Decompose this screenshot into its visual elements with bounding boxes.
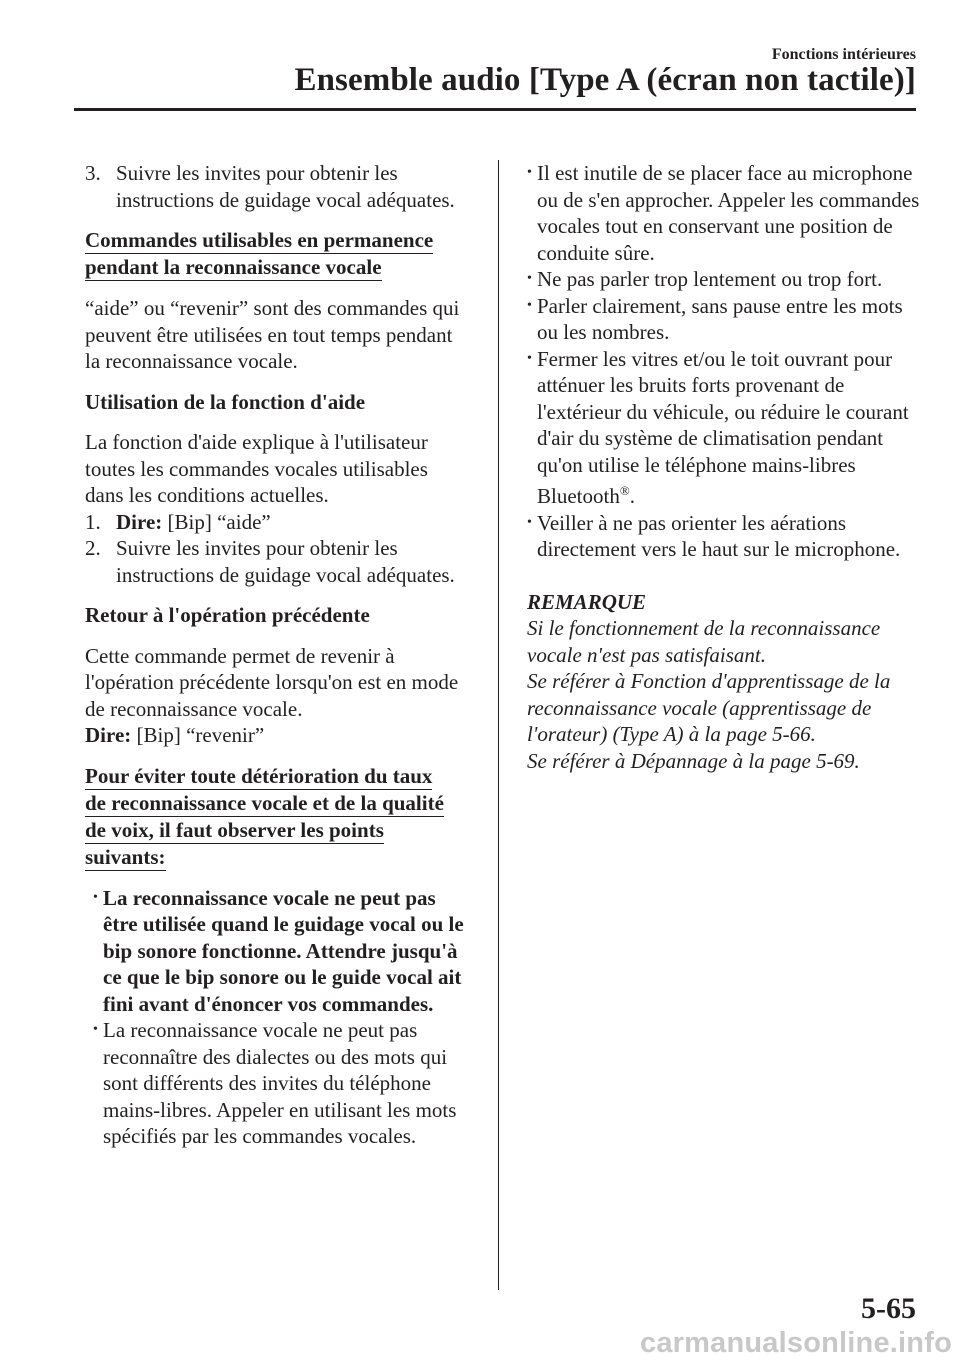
section-name: Fonctions intérieures (771, 46, 916, 63)
paragraph-help: La fonction d'aide explique à l'utilisateur toutes les commandes vocales utilisables dans les conditions actuelles. (85, 430, 428, 507)
step-text (116, 509, 470, 536)
bullet-text: Il est inutile de se placer face au microphone ou de s'en approcher. Appeler les commandes vocales tout en conservant une position de conduite sûre. (537, 161, 920, 265)
heading-avoid-deterioration (85, 763, 470, 871)
heading-line: pendant la reconnaissance vocale (85, 255, 382, 279)
list-item (527, 266, 922, 293)
note-text: Si le fonctionnement de la reconnaissance vocale n'est pas satisfaisant. (527, 616, 881, 667)
right-column (527, 160, 922, 774)
step-number: 1. (85, 509, 101, 534)
heading-line: Pour éviter toute détérioration du taux (85, 763, 433, 788)
say-label: Dire: (85, 723, 132, 747)
bullet-icon: • (93, 1022, 98, 1037)
subheading-return: Retour à l'opération précédente (85, 603, 370, 627)
say-command: [Bip] “aide” (162, 509, 271, 534)
note-box (527, 589, 922, 775)
bullet-icon: • (527, 514, 532, 530)
heading-line: de voix, il faut observer les points (85, 817, 384, 842)
heading-line: Commandes utilisables en permanence (85, 228, 434, 252)
list-item (93, 885, 470, 1018)
say-label: Dire: (116, 509, 163, 534)
left-column (85, 160, 470, 1150)
bullet-text: Ne pas parler trop lentement ou trop fort. (537, 267, 883, 291)
page-number: 5-65 (861, 1292, 916, 1325)
bullet-icon: • (527, 271, 532, 286)
page-title: Ensemble audio [Type A (écran non tactile)] (294, 62, 916, 98)
bullet-icon: • (527, 165, 532, 180)
bullet-icon: • (527, 297, 532, 313)
bullet-text: Parler clairement, sans pause entre les mots ou les nombres. (537, 293, 903, 344)
bullet-body: Fermer les vitres et/ou le toit ouvrant pour atténuer les bruits forts provenant de l'extérieur du véhicule, ou réduire le courant d'air du système de climatisation pendant qu'on utilise le téléphone mains-libres Bluetooth (537, 346, 909, 508)
step-2 (85, 535, 470, 588)
paragraph-commands: “aide” ou “revenir” sont des commandes qui peuvent être utilisées en tout temps pendant la reconnaissance vocale. (85, 296, 460, 373)
header-rule (74, 108, 916, 111)
list-item (527, 293, 922, 346)
bullet-icon: • (527, 350, 532, 366)
heading-line: suivants: (85, 844, 166, 869)
say-return (85, 722, 470, 749)
heading-line: de reconnaissance vocale et de la qualité (85, 790, 444, 815)
list-item (527, 510, 922, 563)
subheading-help: Utilisation de la fonction d'aide (85, 389, 366, 414)
list-item (527, 160, 922, 266)
note-text: Se référer à Dépannage à la page 5-69. (527, 748, 860, 773)
bullet-icon: • (93, 889, 98, 905)
step-number: 3. (85, 161, 101, 185)
paragraph-return: Cette commande permet de revenir à l'opération précédente lorsqu'on est en mode de reconnaissance vocale. (85, 643, 459, 721)
bullet-text: La reconnaissance vocale ne peut pas reconnaître des dialectes ou des mots qui sont différents des invites du téléphone mains-libres. Appeler en utilisant les mots spécifiés par les commandes vocales. (103, 1018, 457, 1148)
registered-mark: ® (619, 483, 630, 498)
note-title: REMARQUE (527, 589, 647, 614)
list-item (527, 346, 922, 510)
say-command: [Bip] “revenir” (131, 723, 265, 747)
bullet-text (537, 346, 922, 510)
step-text: Suivre les invites pour obtenir les instructions de guidage vocal adéquates. (116, 536, 455, 587)
column-divider (498, 160, 499, 1290)
heading-permanent-commands (85, 227, 470, 281)
step-number: 2. (85, 536, 101, 560)
bullet-end: . (629, 484, 635, 508)
step-3 (85, 160, 470, 213)
step-text: Suivre les invites pour obtenir les instructions de guidage vocal adéquates. (116, 161, 455, 212)
note-text: Se référer à Fonction d'apprentissage de la reconnaissance vocale (apprentissage de l'orateur) (Type A) à la page 5-66. (527, 669, 891, 746)
bullet-text: Veiller à ne pas orienter les aérations directement vers le haut sur le microphone. (537, 510, 901, 561)
watermark: carmanualsonline.info (640, 1327, 952, 1359)
step-1 (85, 509, 470, 536)
bullet-text: La reconnaissance vocale ne peut pas être utilisée quand le guidage vocal ou le bip sonore fonctionne. Attendre jusqu'à ce que le bip sonore ou le guide vocal ait fini avant d'énoncer vos commandes. (103, 885, 464, 1016)
list-item (93, 1017, 470, 1150)
